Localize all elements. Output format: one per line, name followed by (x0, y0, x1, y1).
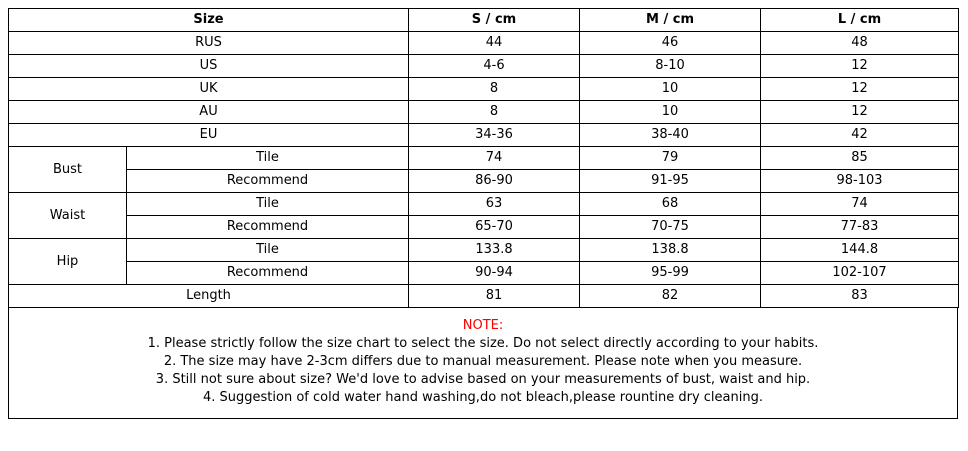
note-line-1: 1. Please strictly follow the size chart to select the size. Do not select directly according to your habits. (147, 336, 819, 351)
cell-s: 8 (409, 101, 580, 124)
table-row (9, 124, 959, 147)
table-row (9, 285, 959, 308)
sub-label-tile: Tile (127, 193, 409, 216)
measure-label-hip: Hip (9, 239, 127, 285)
note-line-4: 4. Suggestion of cold water hand washing,do not bleach,please rountine dry cleaning. (203, 390, 763, 405)
table-row (9, 55, 959, 78)
table-row (9, 262, 959, 285)
cell-m: 79 (580, 147, 761, 170)
table-row (9, 193, 959, 216)
cell-m: 82 (580, 285, 761, 308)
cell-l: 83 (761, 285, 959, 308)
cell-l: 12 (761, 55, 959, 78)
cell-l: 85 (761, 147, 959, 170)
cell-m: 8-10 (580, 55, 761, 78)
region-label: AU (9, 101, 409, 124)
table-row (9, 147, 959, 170)
cell-m: 10 (580, 78, 761, 101)
size-table (8, 8, 959, 308)
measure-label-waist: Waist (9, 193, 127, 239)
cell-l: 102-107 (761, 262, 959, 285)
cell-l: 12 (761, 101, 959, 124)
cell-m: 68 (580, 193, 761, 216)
size-chart (8, 8, 958, 419)
cell-l: 77-83 (761, 216, 959, 239)
cell-s: 63 (409, 193, 580, 216)
table-row (9, 78, 959, 101)
table-row (9, 170, 959, 193)
region-label: US (9, 55, 409, 78)
header-s: S / cm (409, 9, 580, 32)
cell-s: 74 (409, 147, 580, 170)
header-size: Size (9, 9, 409, 32)
header-m: M / cm (580, 9, 761, 32)
cell-l: 42 (761, 124, 959, 147)
table-row (9, 216, 959, 239)
sub-label-recommend: Recommend (127, 262, 409, 285)
cell-m: 95-99 (580, 262, 761, 285)
cell-s: 65-70 (409, 216, 580, 239)
cell-s: 34-36 (409, 124, 580, 147)
cell-s: 44 (409, 32, 580, 55)
region-label: EU (9, 124, 409, 147)
cell-m: 138.8 (580, 239, 761, 262)
cell-m: 70-75 (580, 216, 761, 239)
header-l: L / cm (761, 9, 959, 32)
cell-m: 91-95 (580, 170, 761, 193)
region-label: RUS (9, 32, 409, 55)
length-label: Length (9, 285, 409, 308)
sub-label-tile: Tile (127, 239, 409, 262)
cell-s: 86-90 (409, 170, 580, 193)
cell-m: 38-40 (580, 124, 761, 147)
cell-m: 10 (580, 101, 761, 124)
sub-label-recommend: Recommend (127, 216, 409, 239)
note-line-3: 3. Still not sure about size? We'd love to advise based on your measurements of bust, waist and hip. (155, 372, 811, 387)
table-row (9, 32, 959, 55)
cell-s: 4-6 (409, 55, 580, 78)
cell-l: 98-103 (761, 170, 959, 193)
cell-l: 48 (761, 32, 959, 55)
cell-s: 90-94 (409, 262, 580, 285)
note-line-2: 2. The size may have 2-3cm differs due to manual measurement. Please note when you measure. (163, 354, 803, 369)
region-label: UK (9, 78, 409, 101)
table-row (9, 101, 959, 124)
cell-l: 12 (761, 78, 959, 101)
cell-l: 144.8 (761, 239, 959, 262)
notes-box (8, 308, 958, 419)
cell-m: 46 (580, 32, 761, 55)
sub-label-recommend: Recommend (127, 170, 409, 193)
cell-l: 74 (761, 193, 959, 216)
header-row (9, 9, 959, 32)
sub-label-tile: Tile (127, 147, 409, 170)
cell-s: 81 (409, 285, 580, 308)
note-title: NOTE: (462, 318, 504, 333)
cell-s: 8 (409, 78, 580, 101)
measure-label-bust: Bust (9, 147, 127, 193)
cell-s: 133.8 (409, 239, 580, 262)
table-row (9, 239, 959, 262)
